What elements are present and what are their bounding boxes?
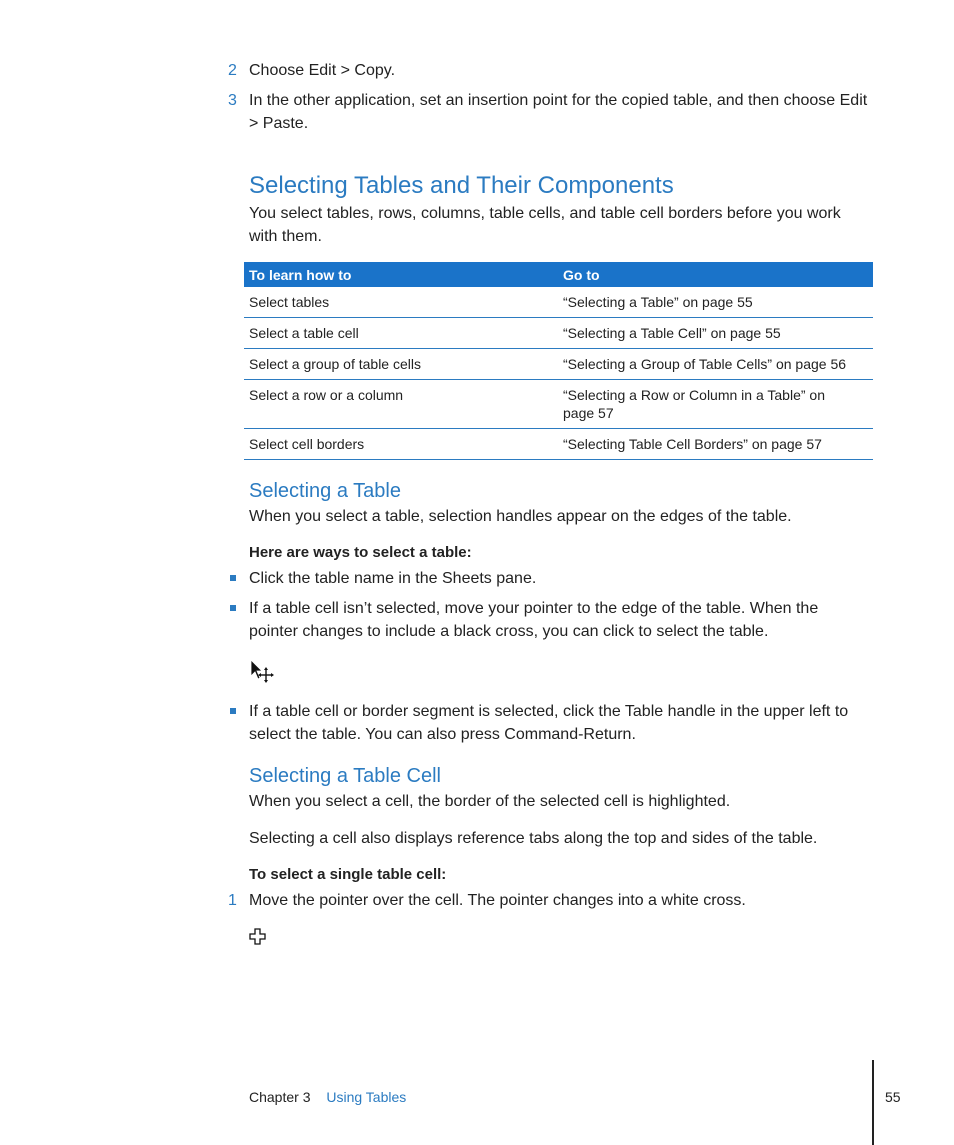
table-row [244, 429, 873, 460]
chapter-title-link[interactable]: Using Tables [326, 1089, 407, 1105]
step-text: In the other application, set an insertion point for the copied table, and then choose Edit > Paste. [249, 92, 868, 132]
step-text: Move the pointer over the cell. The pointer changes into a white cross. [249, 892, 746, 909]
table-header-row [244, 262, 873, 287]
page-number: 55 [885, 1089, 901, 1105]
table-cell-link[interactable]: “Selecting Table Cell Borders” on page 57 [558, 429, 873, 460]
paragraph: Selecting a cell also displays reference tabs along the top and sides of the table. [249, 830, 818, 847]
bullet-icon [230, 575, 236, 581]
subsection-title: Selecting a Table [249, 480, 401, 502]
table-header-cell: Go to [558, 262, 873, 287]
table-cell: Select a group of table cells [244, 349, 558, 380]
footer-chapter [249, 1089, 406, 1105]
table-row [244, 380, 873, 429]
section-intro: You select tables, rows, columns, table cells, and table cell borders before you work with them. [249, 205, 841, 245]
bullet-text: If a table cell or border segment is selected, click the Table handle in the upper left to select the table. You can also press Command-Return. [249, 703, 849, 743]
section-title: Selecting Tables and Their Components [249, 172, 674, 199]
bullet-text: Click the table name in the Sheets pane. [249, 570, 537, 587]
table-row [244, 318, 873, 349]
reference-table [244, 262, 873, 460]
bullet-icon [230, 605, 236, 611]
bullet-icon [230, 708, 236, 714]
table-cell-link[interactable]: “Selecting a Table Cell” on page 55 [558, 318, 873, 349]
table-header-cell: To learn how to [244, 262, 558, 287]
step-number: 3 [228, 92, 237, 109]
bullet-text: If a table cell isn’t selected, move your pointer to the edge of the table. When the pointer changes to include a black cross, you can click to select the table. [249, 600, 819, 640]
move-pointer-icon [249, 659, 275, 685]
subsection-title: Selecting a Table Cell [249, 765, 441, 787]
footer-divider [872, 1060, 874, 1145]
instruction-lead: To select a single table cell: [249, 866, 447, 883]
table-cell: Select a table cell [244, 318, 558, 349]
table-cell: Select tables [244, 287, 558, 318]
instruction-lead: Here are ways to select a table: [249, 544, 472, 561]
table-row [244, 287, 873, 318]
step-number: 1 [228, 892, 237, 909]
subsection-intro: When you select a table, selection handles appear on the edges of the table. [249, 508, 792, 525]
chapter-label: Chapter 3 [249, 1089, 311, 1105]
table-cell-link[interactable]: “Selecting a Table” on page 55 [558, 287, 873, 318]
table-row [244, 349, 873, 380]
table-cell-link[interactable]: “Selecting a Row or Column in a Table” on page 57 [558, 380, 873, 429]
step-text: Choose Edit > Copy. [249, 62, 396, 79]
table-cell-link[interactable]: “Selecting a Group of Table Cells” on page 56 [558, 349, 873, 380]
white-cross-pointer-icon [249, 928, 267, 946]
table-cell: Select cell borders [244, 429, 558, 460]
step-number: 2 [228, 62, 237, 79]
table-cell: Select a row or a column [244, 380, 558, 429]
paragraph: When you select a cell, the border of the selected cell is highlighted. [249, 793, 731, 810]
